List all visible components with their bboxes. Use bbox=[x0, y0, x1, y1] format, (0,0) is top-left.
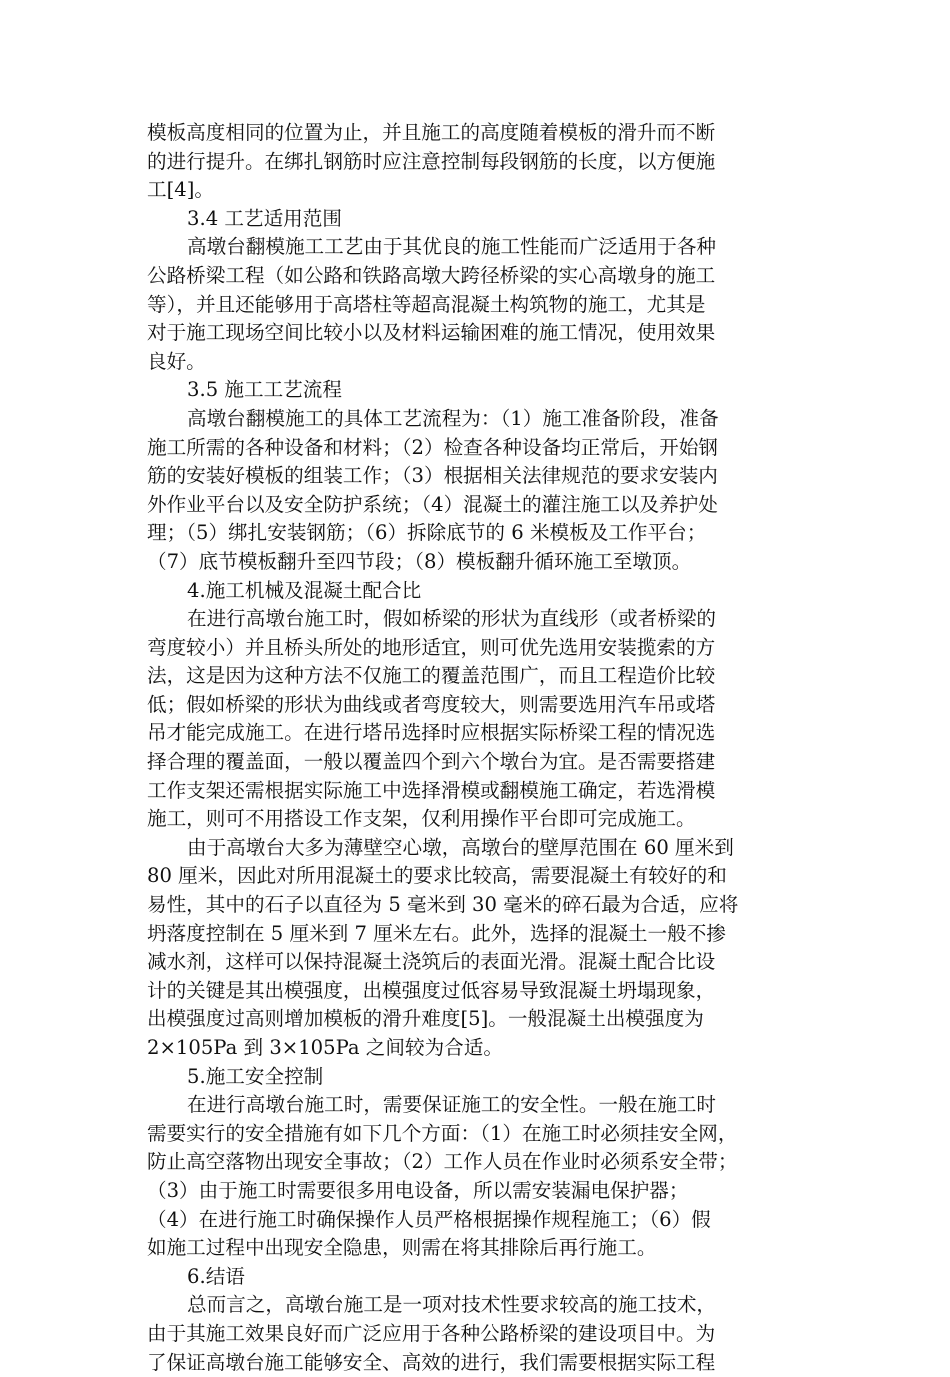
section-heading: 5.施工安全控制 bbox=[187, 1064, 324, 1088]
text-line: 工作支架还需根据实际施工中选择滑模或翻模施工确定，若选滑模 bbox=[147, 778, 716, 802]
text-line: （3）由于施工时需要很多用电设备，所以需安装漏电保护器； bbox=[147, 1178, 689, 1202]
text-line: 了保证高墩台施工能够安全、高效的进行，我们需要根据实际工程 bbox=[147, 1350, 716, 1374]
text-line: 减水剂，这样可以保持混凝土浇筑后的表面光滑。混凝土配合比设 bbox=[147, 950, 716, 974]
text-line: 在进行高墩台施工时，假如桥梁的形状为直线形（或者桥梁的 bbox=[187, 607, 717, 631]
text-line: 80 厘米，因此对所用混凝土的要求比较高，需要混凝土有较好的和 bbox=[147, 864, 727, 888]
text-line: 易性，其中的石子以直径为 5 毫米到 30 毫米的碎石最为合适，应将 bbox=[147, 893, 739, 917]
document-page bbox=[147, 119, 799, 1377]
text-line: 吊才能完成施工。在进行塔吊选择时应根据实际桥梁工程的情况选 bbox=[147, 721, 716, 745]
section-heading: 4.施工机械及混凝土配合比 bbox=[187, 578, 422, 602]
text-line: 对于施工现场空间比较小以及材料运输困难的施工情况，使用效果 bbox=[147, 321, 716, 345]
text-line: 2×105Pa 到 3×105Pa 之间较为合适。 bbox=[147, 1036, 503, 1059]
text-line: 公路桥梁工程（如公路和铁路高墩大跨径桥梁的实心高墩身的施工 bbox=[147, 263, 716, 287]
text-line: 需要实行的安全措施有如下几个方面：（1）在施工时必须挂安全网， bbox=[147, 1121, 738, 1145]
text-line: 计的关键是其出模强度，出模强度过低容易导致混凝土坍塌现象， bbox=[147, 978, 716, 1002]
text-line: 在进行高墩台施工时，需要保证施工的安全性。一般在施工时 bbox=[187, 1093, 717, 1117]
text-line: 施工，则可不用搭设工作支架，仅利用操作平台即可完成施工。 bbox=[147, 807, 696, 831]
text-line: 法，这是因为这种方法不仅施工的覆盖范围广，而且工程造价比较 bbox=[147, 664, 716, 688]
text-line: 由于高墩台大多为薄壁空心墩，高墩台的壁厚范围在 60 厘米到 bbox=[187, 835, 734, 859]
text-line: 出模强度过高则增加模板的滑升难度[5]。一般混凝土出模强度为 bbox=[147, 1007, 704, 1031]
text-line: （7）底节模板翻升至四节段；（8）模板翻升循环施工至墩顶。 bbox=[147, 549, 692, 573]
text-line: 工[4]。 bbox=[147, 178, 214, 202]
text-line: 施工所需的各种设备和材料；（2）检查各种设备均正常后，开始钢 bbox=[147, 435, 718, 459]
text-line: 防止高空落物出现安全事故；（2）工作人员在作业时必须系安全带； bbox=[147, 1150, 738, 1174]
text-line: 高墩台翻模施工工艺由于其优良的施工性能而广泛适用于各种 bbox=[187, 235, 717, 259]
text-line: 择合理的覆盖面，一般以覆盖四个到六个墩台为宜。是否需要搭建 bbox=[147, 750, 716, 774]
text-line: 外作业平台以及安全防护系统；（4）混凝土的灌注施工以及养护处 bbox=[147, 492, 718, 516]
text-line: 的进行提升。在绑扎钢筋时应注意控制每段钢筋的长度，以方便施 bbox=[147, 149, 716, 173]
text-line: 由于其施工效果良好而广泛应用于各种公路桥梁的建设项目中。为 bbox=[147, 1321, 716, 1345]
section-heading: 3.4 工艺适用范围 bbox=[187, 206, 342, 230]
text-line: 总而言之，高墩台施工是一项对技术性要求较高的施工技术， bbox=[187, 1293, 717, 1317]
text-line: 良好。 bbox=[147, 349, 206, 373]
text-line: 筋的安装好模板的组装工作；（3）根据相关法律规范的要求安装内 bbox=[147, 464, 718, 488]
text-line: 高墩台翻模施工的具体工艺流程为：（1）施工准备阶段，准备 bbox=[187, 406, 719, 430]
text-line: 如施工过程中出现安全隐患，则需在将其排除后再行施工。 bbox=[147, 1236, 657, 1260]
text-line: 弯度较小）并且桥头所处的地形适宜，则可优先选用安装揽索的方 bbox=[147, 635, 716, 659]
text-line: 等），并且还能够用于高塔柱等超高混凝土构筑物的施工，尤其是 bbox=[147, 292, 706, 316]
text-line: 模板高度相同的位置为止，并且施工的高度随着模板的滑升而不断 bbox=[147, 121, 716, 144]
text-line: （4）在进行施工时确保操作人员严格根据操作规程施工；（6）假 bbox=[147, 1207, 711, 1231]
section-heading: 6.结语 bbox=[187, 1264, 245, 1288]
text-line: 理；（5）绑扎安装钢筋；（6）拆除底节的 6 米模板及工作平台； bbox=[147, 521, 707, 545]
text-line: 低；假如桥梁的形状为曲线或者弯度较大，则需要选用汽车吊或塔 bbox=[147, 692, 716, 716]
section-heading: 3.5 施工工艺流程 bbox=[187, 378, 342, 402]
text-line: 坍落度控制在 5 厘米到 7 厘米左右。此外，选择的混凝土一般不掺 bbox=[147, 921, 726, 945]
